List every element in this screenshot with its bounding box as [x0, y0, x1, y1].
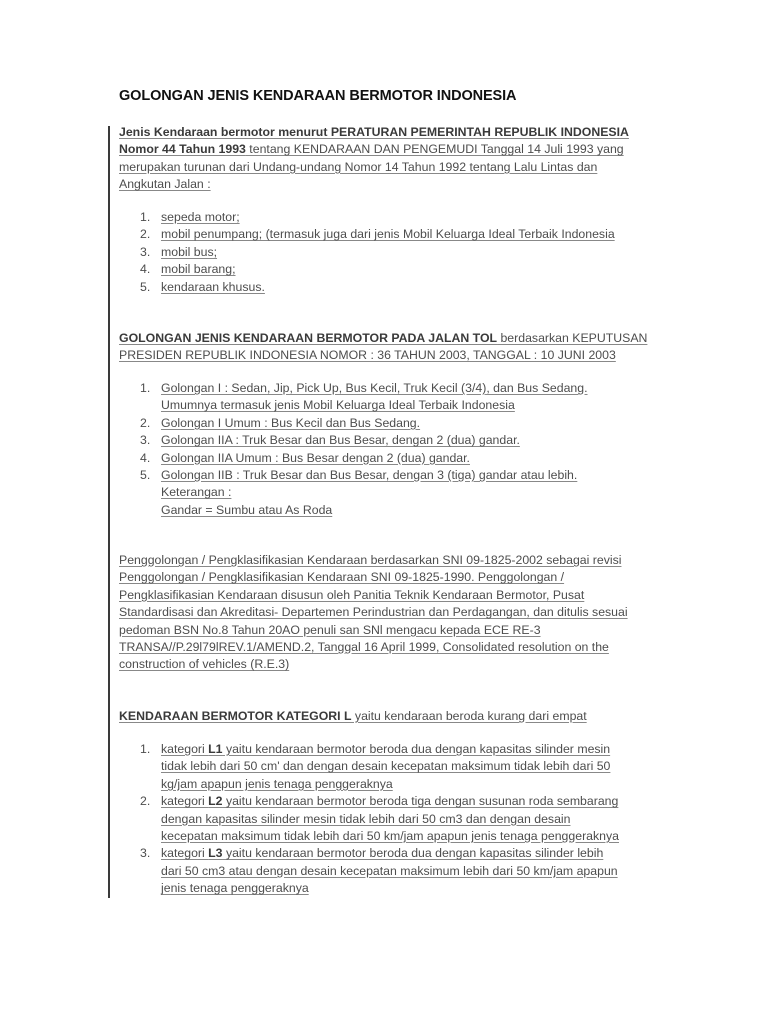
list-item-number: 1.	[140, 742, 151, 756]
list-item-number: 5.	[140, 279, 151, 294]
sni-line: construction of vehicles (R.E.3)	[119, 657, 290, 672]
intro-line-2-rest: tentang KENDARAAN DAN PENGEMUDI Tanggal 14 Juli 1993 yang	[245, 142, 624, 157]
list-item-text: yaitu kendaraan bermotor beroda tiga dengan susunan roda sembarang	[222, 794, 619, 809]
revision-bar	[108, 126, 110, 898]
list-item	[140, 244, 615, 261]
toll-line-1-rest: berdasarkan KEPUTUSAN	[497, 331, 648, 345]
list-item-text: mobil bus;	[161, 244, 218, 259]
list-item-number: 4.	[140, 450, 151, 465]
intro-line-2	[119, 141, 659, 158]
category-code: L2	[208, 794, 223, 809]
toll-line-2: PRESIDEN REPUBLIK INDONESIA NOMOR : 36 TAHUN 2003, TANGGAL : 10 JUNI 2003	[119, 348, 616, 363]
list-item-continuation: Umumnya termasuk jenis Mobil Keluarga Ideal Terbaik Indonesia	[161, 398, 515, 413]
category-l-line	[119, 708, 659, 725]
list-item-number: 2.	[140, 794, 151, 809]
list-item-text: Golongan IIB : Truk Besar dan Bus Besar, dengan 3 (tiga) gandar atau lebih.	[161, 468, 578, 483]
list-item	[140, 261, 615, 278]
sni-line: Standardisasi dan Akreditasi- Departemen Perindustrian dan Perdagangan, dan ditulis sesuai	[119, 605, 628, 620]
category-code: L1	[208, 742, 223, 756]
sni-paragraph	[119, 552, 659, 674]
note-label: Keterangan :	[161, 485, 232, 500]
list-item-number: 4.	[140, 262, 151, 277]
list-item	[140, 741, 619, 758]
list-item-number: 3.	[140, 846, 151, 861]
intro-line-4: Angkutan Jalan :	[119, 177, 211, 192]
list-item-prefix: kategori	[161, 794, 209, 809]
list-item	[140, 226, 615, 243]
list-item	[140, 432, 588, 449]
list-item	[140, 380, 588, 397]
sni-line: Penggolongan / Pengklasifikasian Kendaraan SNI 09-1825-1990. Penggolongan /	[119, 570, 565, 585]
list-item-number: 1.	[140, 381, 151, 395]
category-l-heading	[119, 708, 659, 725]
list-item-text: yaitu kendaraan bermotor beroda dua dengan kapasitas silinder lebih	[222, 846, 604, 861]
list-item-text: Golongan IIA : Truk Besar dan Bus Besar, dengan 2 (dua) gandar.	[161, 433, 520, 448]
toll-paragraph	[119, 330, 659, 365]
list-item-text: mobil barang;	[161, 262, 236, 277]
category-l-list	[140, 741, 619, 898]
list-item	[140, 415, 588, 432]
document-title: GOLONGAN JENIS KENDARAAN BERMOTOR INDONESIA	[119, 88, 517, 104]
list-item-prefix: kategori	[161, 846, 209, 861]
list-item-text: Golongan IIA Umum : Bus Besar dengan 2 (dua) gandar.	[161, 450, 470, 465]
intro-line-3: merupakan turunan dari Undang-undang Nomor 14 Tahun 1992 tentang Lalu Lintas dan	[119, 159, 598, 174]
intro-paragraph	[119, 124, 659, 194]
list-item-continuation: kg/jam apapun jenis tenaga penggeraknya	[161, 776, 393, 791]
list-item-continuation: jenis tenaga penggeraknya	[161, 881, 309, 896]
list-item	[140, 467, 588, 484]
list-item	[140, 279, 615, 296]
list-item-text: Golongan I Umum : Bus Kecil dan Bus Sedang.	[161, 415, 421, 430]
sni-line: Penggolongan / Pengklasifikasian Kendaraan berdasarkan SNI 09-1825-2002 sebagai revisi	[119, 553, 622, 567]
intro-line-1: Jenis Kendaraan bermotor menurut PERATURAN PEMERINTAH REPUBLIK INDONESIA	[119, 125, 629, 139]
category-l-rest: yaitu kendaraan beroda kurang dari empat	[351, 709, 587, 723]
sni-line: Pengklasifikasian Kendaraan disusun oleh Panitia Teknik Kendaraan Bermotor, Pusat	[119, 587, 585, 602]
list-item-text: yaitu kendaraan bermotor beroda dua dengan kapasitas silinder mesin	[222, 742, 611, 756]
list-item-number: 5.	[140, 468, 151, 483]
list-item-text: mobil penumpang; (termasuk juga dari jenis Mobil Keluarga Ideal Terbaik Indonesia	[161, 227, 615, 242]
intro-regulation-number: Nomor 44 Tahun 1993	[119, 142, 246, 157]
vehicle-type-list	[140, 209, 615, 296]
toll-line-1	[119, 330, 659, 347]
list-item-continuation: tidak lebih dari 50 cm' dan dengan desain kecepatan maksimum tidak lebih dari 50	[161, 759, 611, 774]
list-item-number: 3.	[140, 433, 151, 448]
list-item-text: kendaraan khusus.	[161, 279, 265, 294]
note-text: Gandar = Sumbu atau As Roda	[161, 502, 333, 517]
list-item-text: sepeda motor;	[161, 210, 240, 224]
category-code: L3	[208, 846, 223, 861]
list-item	[140, 209, 615, 226]
list-item	[140, 450, 588, 467]
sni-line: pedoman BSN No.8 Tahun 20AO penuli san SNl mengacu kepada ECE RE-3	[119, 622, 541, 637]
sni-line: TRANSA//P.29l79lREV.1/AMEND.2, Tanggal 16 April 1999, Consolidated resolution on the	[119, 640, 609, 655]
list-item-continuation: dengan kapasitas silinder mesin tidak lebih dari 50 cm3 dan dengan desain	[161, 811, 571, 826]
list-item-prefix: kategori	[161, 742, 209, 756]
list-item-continuation: kecepatan maksimum tidak lebih dari 50 km/jam apapun jenis tenaga penggeraknya	[161, 829, 619, 844]
list-item-number: 2.	[140, 227, 151, 242]
list-item	[140, 845, 619, 862]
toll-class-list	[140, 380, 588, 519]
list-item-number: 3.	[140, 244, 151, 259]
list-item-continuation: dari 50 cm3 atau dengan desain kecepatan maksimum lebih dari 50 km/jam apapun	[161, 863, 618, 878]
category-l-title: KENDARAAN BERMOTOR KATEGORI L	[119, 709, 352, 723]
toll-heading: GOLONGAN JENIS KENDARAAN BERMOTOR PADA JALAN TOL	[119, 331, 498, 345]
list-item	[140, 793, 619, 810]
list-item-number: 2.	[140, 415, 151, 430]
list-item-number: 1.	[140, 210, 151, 224]
list-item-text: Golongan I : Sedan, Jip, Pick Up, Bus Kecil, Truk Kecil (3/4), dan Bus Sedang.	[161, 381, 588, 395]
